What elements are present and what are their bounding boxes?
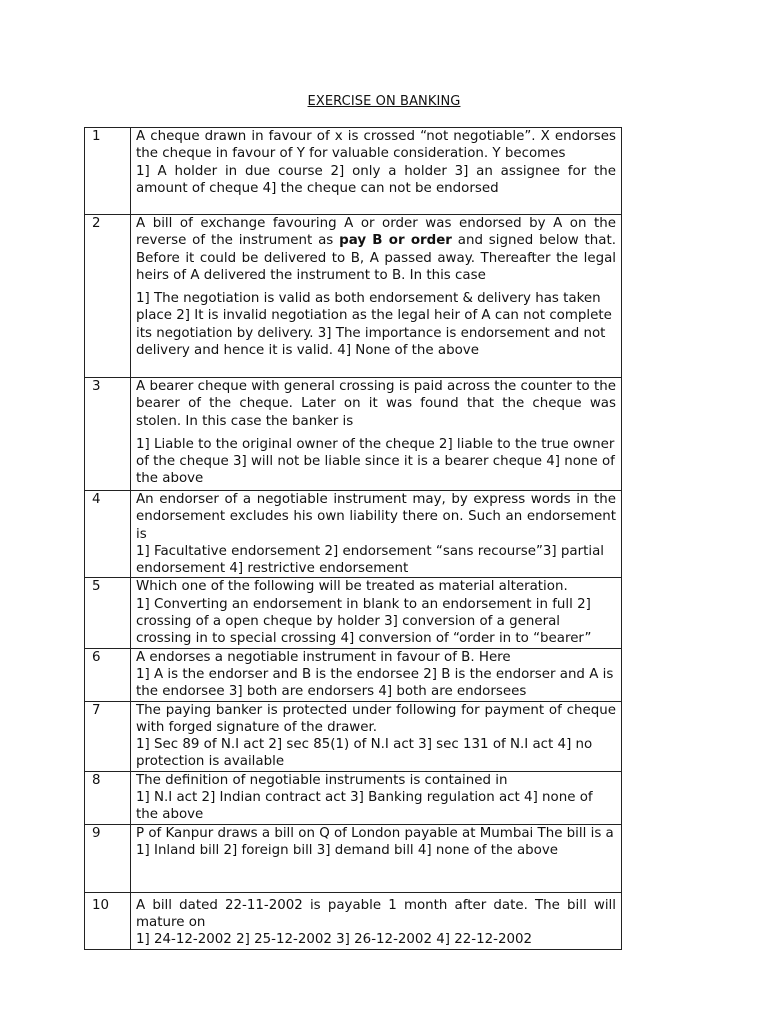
table-row xyxy=(85,892,622,949)
question-options: 1] Liable to the original owner of the cheque 2] liable to the true owner of the cheque 3] will not be liable since it is a bearer cheque 4] none of the above xyxy=(136,436,615,487)
question-number: 10 xyxy=(85,892,131,949)
question-options: 1] A is the endorser and B is the endorsee 2] B is the endorser and A is the endorsee 3] both are endorsers 4] both are endorsees xyxy=(136,666,614,700)
question-stem: A endorses a negotiable instrument in favour of B. Here xyxy=(136,649,511,665)
page-title: EXERCISE ON BANKING xyxy=(307,94,461,109)
table-row xyxy=(85,824,622,892)
question-number: 1 xyxy=(85,128,131,215)
question-number: 8 xyxy=(85,771,131,824)
question-stem: A bearer cheque with general crossing is paid across the counter to the bearer of the cheque. Later on it was found that the cheque was stolen. In this case the banker is xyxy=(136,379,616,429)
question-cell xyxy=(131,378,622,491)
question-stem-text: and signed below that. Before it could be delivered to B, A passed away. Thereafter the legal heirs of A delivered the instrument to B. In this case xyxy=(136,233,616,283)
question-stem: The definition of negotiable instruments is contained in xyxy=(136,772,508,788)
question-number: 2 xyxy=(85,215,131,378)
question-stem: The paying banker is protected under following for payment of cheque with forged signature of the drawer. xyxy=(136,702,616,735)
question-options: 1] Converting an endorsement in blank to an endorsement in full 2] crossing of a open cheque by holder 3] conversion of a general crossing in to special crossing 4] conversion of “order in to “bearer” xyxy=(136,596,592,647)
table-row xyxy=(85,378,622,491)
question-number: 9 xyxy=(85,824,131,892)
question-cell xyxy=(131,128,622,215)
question-cell xyxy=(131,578,622,648)
question-stem: A bill dated 22-11-2002 is payable 1 month after date. The bill will mature on xyxy=(136,897,616,931)
question-cell xyxy=(131,648,622,701)
question-stem: A cheque drawn in favour of x is crossed “not negotiable”. X endorses the cheque in favour of Y for valuable consideration. Y becomes xyxy=(136,129,616,162)
table-row xyxy=(85,128,622,215)
table-row xyxy=(85,648,622,701)
question-stem-text: A bill of exchange favouring A or order was endorsed by A on the reverse of the instrument as xyxy=(136,216,616,249)
question-stem: Which one of the following will be treated as material alteration. xyxy=(136,579,568,595)
question-options: 1] A holder in due course 2] only a holder 3] an assignee for the amount of cheque 4] the cheque can not be endorsed xyxy=(136,163,616,196)
question-cell xyxy=(131,892,622,949)
question-number: 5 xyxy=(85,578,131,648)
question-options: 1] Sec 89 of N.I act 2] sec 85(1) of N.I act 3] sec 131 of N.I act 4] no protection is available xyxy=(136,737,593,770)
question-options: 1] 24-12-2002 2] 25-12-2002 3] 26-12-2002 4] 22-12-2002 xyxy=(136,932,533,948)
question-number: 6 xyxy=(85,648,131,701)
question-number: 4 xyxy=(85,491,131,578)
question-cell xyxy=(131,824,622,892)
question-options: 1] The negotiation is valid as both endorsement & delivery has taken place 2] It is invalid negotiation as the legal heir of A can not complete its negotiation by delivery. 3] The importance is endorsement and not delivery and hence it is valid. 4] None of the above xyxy=(136,291,612,359)
question-stem: An endorser of a negotiable instrument may, by express words in the endorsement excludes his own liability there on. Such an endorsement is xyxy=(136,492,616,542)
question-stem-bold: pay B or order xyxy=(339,233,452,249)
table-row xyxy=(85,701,622,771)
question-table xyxy=(84,127,622,950)
question-cell xyxy=(131,491,622,578)
question-options: 1] Inland bill 2] foreign bill 3] demand bill 4] none of the above xyxy=(136,843,559,859)
question-cell xyxy=(131,771,622,824)
question-cell xyxy=(131,215,622,378)
table-row xyxy=(85,215,622,378)
question-number: 3 xyxy=(85,378,131,491)
question-stem xyxy=(136,215,616,284)
table-row xyxy=(85,491,622,578)
question-cell xyxy=(131,701,622,771)
question-number: 7 xyxy=(85,701,131,771)
question-options: 1] Facultative endorsement 2] endorsement “sans recourse”3] partial endorsement 4] restrictive endorsement xyxy=(136,543,605,577)
table-row xyxy=(85,578,622,648)
question-stem: P of Kanpur draws a bill on Q of London payable at Mumbai The bill is a xyxy=(136,825,614,841)
question-options: 1] N.I act 2] Indian contract act 3] Banking regulation act 4] none of the above xyxy=(136,790,593,823)
table-row xyxy=(85,771,622,824)
